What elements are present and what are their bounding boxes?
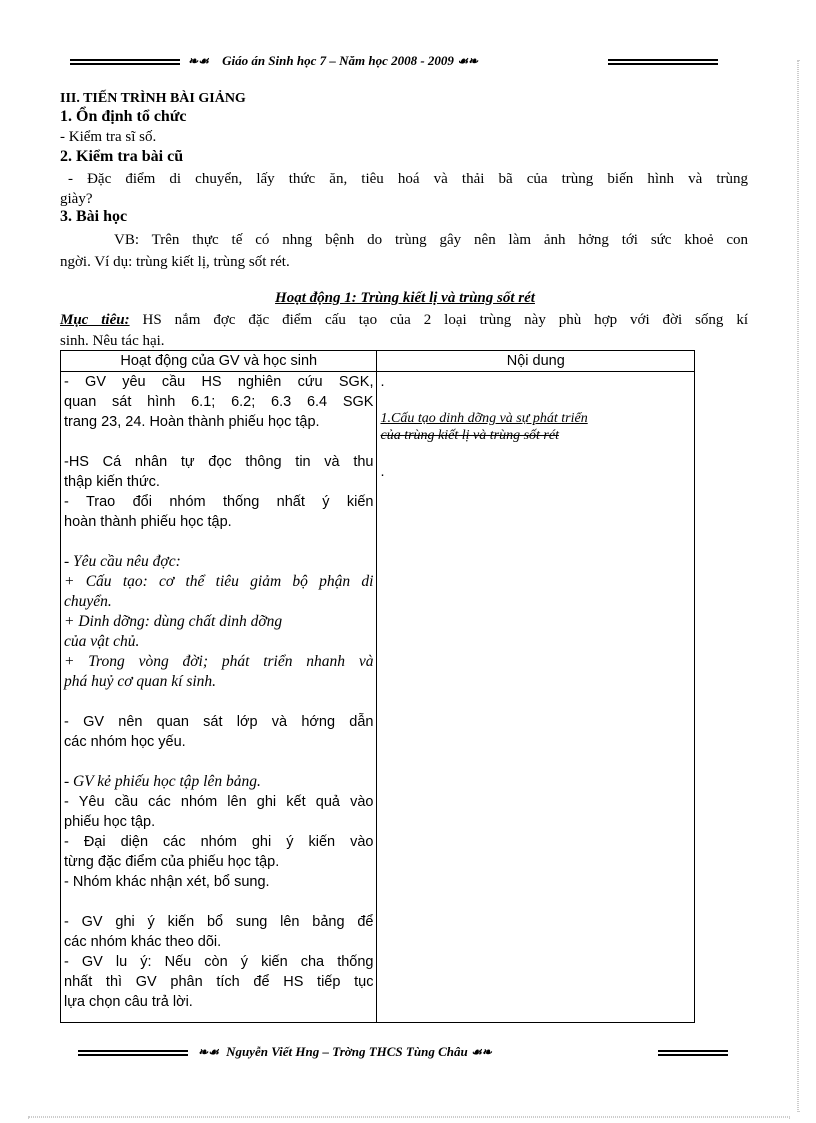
s1-text: - Kiểm tra sĩ số. xyxy=(60,129,157,145)
s2-line2: giày? xyxy=(60,191,93,207)
left-line: phiếu học tập. xyxy=(64,814,156,830)
s3-heading: 3. Bài học xyxy=(60,208,128,225)
left-line: quan sát hình 6.1; 6.2; 6.3 6.4 SGK xyxy=(64,394,374,410)
s3-line1: VB: Trên thực tế có nhng bệnh do trùng gây nên làm ảnh hởng tới sức khoẻ con xyxy=(114,232,748,248)
footer-rule-left xyxy=(78,1050,188,1056)
goal-label: Mục tiêu: xyxy=(60,312,130,328)
left-line: hoàn thành phiếu học tập. xyxy=(64,514,232,530)
left-line: - GV yêu cầu HS nghiên cứu SGK, xyxy=(64,374,374,390)
activity-title-text: Hoạt động 1: Trùng kiết lị và trùng sốt rét xyxy=(275,290,535,306)
activity-goal-line2: sinh. Nêu tác hại. xyxy=(60,333,165,349)
left-line: nhất thì GV phân tích để HS tiếp tục xyxy=(64,974,374,990)
left-line: các nhóm học yếu. xyxy=(64,734,186,750)
right-dot: . xyxy=(380,374,385,390)
table-row xyxy=(61,372,695,1023)
left-line: - Yêu cầu nêu đợc: xyxy=(64,553,181,570)
left-line: - Nhóm khác nhận xét, bổ sung. xyxy=(64,874,270,890)
page-frame-right xyxy=(797,60,799,1112)
left-line: chuyển. xyxy=(64,593,112,610)
activity-table xyxy=(60,350,695,1023)
left-line: -HS Cá nhân tự đọc thông tin và thu xyxy=(64,454,374,470)
header-title: Giáo án Sinh học 7 – Năm học 2008 - 2009 xyxy=(222,53,454,68)
left-line: phá huỷ cơ quan kí sinh. xyxy=(64,673,217,690)
s1-heading: 1. Ổn định tổ chức xyxy=(60,108,187,125)
footer-text: Nguyễn Viết Hng – Trờng THCS Tùng Châu xyxy=(226,1044,468,1059)
footer-bar xyxy=(198,1044,492,1060)
col-header-content: Nội dung xyxy=(377,351,695,372)
left-line: của vật chủ. xyxy=(64,633,140,650)
left-line: + Dinh dỡng: dùng chất dinh dỡng xyxy=(64,613,283,630)
left-cell xyxy=(61,372,377,1023)
content-subheading: 1.Cấu tạo dinh dỡng và sự phát triển xyxy=(380,411,588,426)
fleuron-icon: ❧☙ xyxy=(198,1045,219,1059)
page-frame xyxy=(28,1116,790,1118)
content-subheading-2: của trùng kiết lị và trùng sốt rét xyxy=(380,428,559,443)
header-bar xyxy=(188,53,478,69)
s2-line1: - Đặc điểm di chuyển, lấy thức ăn, tiêu hoá và thải bã của trùng biến hình và trùng xyxy=(68,171,748,187)
fleuron-icon: ❧☙ xyxy=(188,54,209,68)
goal-text: HS nắm đợc đặc điểm cấu tạo của 2 loại trùng này phù hợp với đời sống kí xyxy=(129,312,748,328)
activity-goal-line1 xyxy=(60,311,748,330)
s2-heading: 2. Kiểm tra bài cũ xyxy=(60,148,184,165)
left-line: - GV nên quan sát lớp và hớng dẫn xyxy=(64,714,374,730)
section-title: III. TIẾN TRÌNH BÀI GIẢNG xyxy=(60,91,246,106)
left-line: - Trao đổi nhóm thống nhất ý kiến xyxy=(64,494,374,510)
left-line: lựa chọn câu trả lời. xyxy=(64,994,193,1010)
left-line: - GV lu ý: Nếu còn ý kiến cha thống xyxy=(64,954,374,970)
activity-title xyxy=(0,290,816,307)
col-header-activities: Hoạt động của GV và học sinh xyxy=(61,351,377,372)
left-line: - GV ghi ý kiến bổ sung lên bảng để xyxy=(64,914,374,930)
fleuron-icon: ☙❧ xyxy=(457,54,478,68)
right-dot: . xyxy=(380,464,385,480)
header-rule-left xyxy=(70,59,180,65)
left-line: - GV kẻ phiếu học tập lên bảng. xyxy=(64,773,261,790)
s3-line2: ngời. Ví dụ: trùng kiết lị, trùng sốt rét. xyxy=(60,254,290,270)
left-line: - Đại diện các nhóm ghi ý kiến vào xyxy=(64,834,374,850)
left-line: trang 23, 24. Hoàn thành phiếu học tập. xyxy=(64,414,320,430)
fleuron-icon: ☙❧ xyxy=(470,1045,492,1059)
left-line: + Trong vòng đời; phát triển nhanh và xyxy=(64,653,374,670)
right-cell xyxy=(377,372,695,1023)
left-line: - Yêu cầu các nhóm lên ghi kết quả vào xyxy=(64,794,374,810)
footer-rule-right xyxy=(658,1050,728,1056)
left-line: thập kiến thức. xyxy=(64,474,160,490)
left-line: các nhóm khác theo dõi. xyxy=(64,934,222,950)
left-line: + Cấu tạo: cơ thể tiêu giảm bộ phận di xyxy=(64,573,374,590)
header-rule-right xyxy=(608,59,718,65)
left-line: từng đặc điểm của phiếu học tập. xyxy=(64,854,280,870)
table-header-row xyxy=(61,351,695,372)
